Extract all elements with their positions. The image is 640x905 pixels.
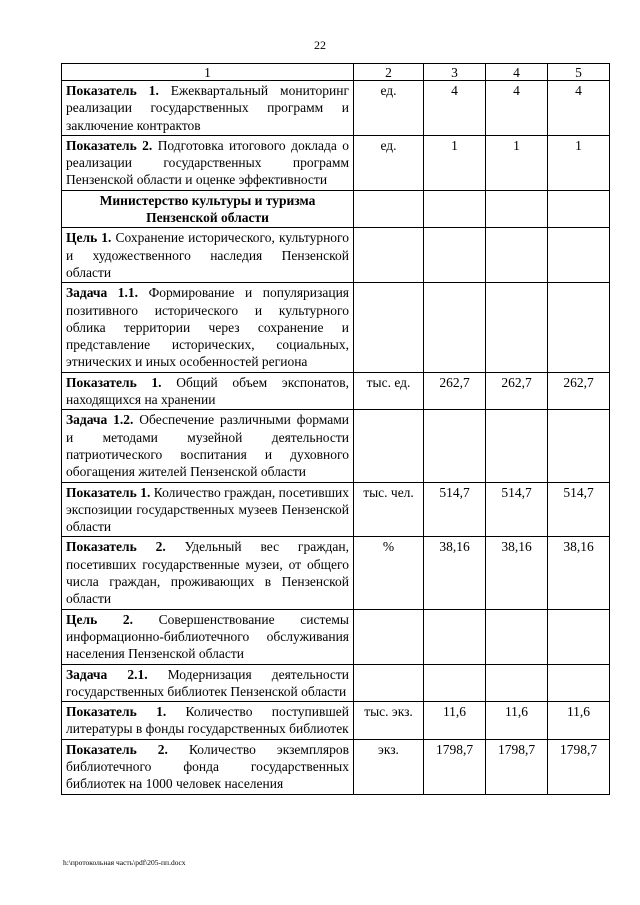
- value-cell: 262,7: [424, 372, 486, 410]
- table-row: [62, 664, 610, 702]
- value-cell: [548, 228, 610, 283]
- indicator-text: Количество граждан, посетивших экспозиции государственных музеев Пензенской области: [66, 484, 349, 535]
- value-cell: [486, 609, 548, 664]
- indicator-text: Модернизация деятельности государственных библиотек Пензенской области: [66, 666, 350, 699]
- indicator-label: Задача 2.1.: [66, 666, 148, 682]
- table-row: [62, 228, 610, 283]
- value-cell: 4: [424, 81, 486, 136]
- indicator-description: [62, 81, 354, 136]
- value-cell: [424, 609, 486, 664]
- indicator-description: [62, 228, 354, 283]
- value-cell: 4: [548, 81, 610, 136]
- ministry-heading: Министерство культуры и туризма Пензенской области: [62, 190, 354, 228]
- value-cell: [424, 664, 486, 702]
- indicator-text: Сохранение исторического, культурного и художественного наследия Пензенской области: [66, 230, 349, 280]
- value-cell: [486, 410, 548, 482]
- value-cell: 38,16: [486, 537, 548, 609]
- page-number: 22: [314, 38, 326, 52]
- value-cell: 1: [548, 135, 610, 190]
- value-cell: [424, 228, 486, 283]
- indicator-label: Показатель 1.: [66, 704, 167, 720]
- column-header: 3: [424, 64, 486, 81]
- file-path-footer: h:\протокольная часть\pdf\205-пп.docx: [63, 858, 186, 867]
- value-cell: 1798,7: [548, 739, 610, 794]
- indicator-label: Задача 1.1.: [66, 285, 139, 301]
- unit-cell: %: [354, 537, 424, 609]
- unit-cell: тыс. экз.: [354, 702, 424, 740]
- unit-cell: [354, 664, 424, 702]
- unit-cell: [354, 228, 424, 283]
- indicator-text: Подготовка итогового доклада о реализации государственных программ Пензенской области и оценке эффективности: [66, 137, 349, 188]
- unit-cell: [354, 609, 424, 664]
- indicator-label: Показатель 1.: [66, 374, 162, 390]
- value-cell: 1: [424, 135, 486, 190]
- value-cell: [548, 664, 610, 702]
- unit-cell: [354, 410, 424, 482]
- unit-cell: [354, 283, 424, 372]
- indicator-description: [62, 537, 354, 609]
- indicator-text: Удельный вес граждан, посетивших государственные музеи, от общего числа граждан, проживающих в Пензенской области: [66, 539, 349, 607]
- column-header: 1: [62, 64, 354, 81]
- empty-cell: [424, 190, 486, 228]
- indicator-text: Ежеквартальный мониторинг реализации государственных программ и заключение контрактов: [66, 83, 350, 133]
- indicator-text: Количество экземпляров библиотечного фонда государственных библиотек на 1000 человек населения: [66, 741, 349, 792]
- value-cell: [424, 410, 486, 482]
- unit-cell: тыс. ед.: [354, 372, 424, 410]
- value-cell: 262,7: [486, 372, 548, 410]
- indicator-description: [62, 664, 354, 702]
- empty-cell: [548, 190, 610, 228]
- indicator-label: Задача 1.2.: [66, 412, 134, 428]
- value-cell: 1798,7: [424, 739, 486, 794]
- table-row: [62, 372, 610, 410]
- column-header: 5: [548, 64, 610, 81]
- table-row: [62, 609, 610, 664]
- indicator-label: Показатель 2.: [66, 741, 168, 757]
- value-cell: 514,7: [486, 482, 548, 537]
- indicator-label: Показатель 1.: [66, 83, 159, 98]
- indicator-text: Общий объем экспонатов, находящихся на хранении: [66, 374, 349, 408]
- indicator-text: Совершенствование системы информационно-библиотечного обслуживания населения Пензенской области: [66, 611, 350, 662]
- value-cell: 11,6: [486, 702, 548, 740]
- value-cell: 11,6: [548, 702, 610, 740]
- indicator-description: [62, 135, 354, 190]
- table-header-row: [62, 64, 610, 81]
- table-row: [62, 410, 610, 482]
- value-cell: [548, 609, 610, 664]
- value-cell: [486, 664, 548, 702]
- value-cell: 514,7: [548, 482, 610, 537]
- column-header: 4: [486, 64, 548, 81]
- indicator-description: [62, 739, 354, 794]
- value-cell: [548, 283, 610, 372]
- indicators-table: [61, 63, 610, 795]
- empty-cell: [486, 190, 548, 228]
- value-cell: 262,7: [548, 372, 610, 410]
- value-cell: [548, 410, 610, 482]
- table-row: [62, 482, 610, 537]
- table-row: [62, 135, 610, 190]
- indicator-label: Показатель 2.: [66, 539, 166, 555]
- value-cell: 38,16: [548, 537, 610, 609]
- value-cell: 514,7: [424, 482, 486, 537]
- unit-cell: экз.: [354, 739, 424, 794]
- indicator-label: Показатель 2.: [66, 137, 153, 153]
- indicator-description: [62, 702, 354, 740]
- section-row: [62, 190, 610, 228]
- indicator-text: Обеспечение различными формами и методами музейной деятельности патриотического воспитания и духовного обогащения жителей Пензенской области: [66, 412, 350, 480]
- indicator-label: Цель 1.: [66, 230, 112, 246]
- value-cell: 4: [486, 81, 548, 136]
- indicator-text: Количество поступившей литературы в фонды государственных библиотек: [66, 704, 349, 737]
- table-row: [62, 537, 610, 609]
- value-cell: 1798,7: [486, 739, 548, 794]
- indicator-description: [62, 609, 354, 664]
- indicator-description: [62, 372, 354, 410]
- indicator-description: [62, 283, 354, 372]
- table-row: [62, 81, 610, 136]
- column-header: 2: [354, 64, 424, 81]
- indicator-text: Формирование и популяризация позитивного исторического и культурного облика территории через сохранение и представление исторических, социальных, этнических и иных особенностей региона: [66, 285, 349, 370]
- value-cell: [486, 228, 548, 283]
- indicator-description: [62, 410, 354, 482]
- value-cell: 1: [486, 135, 548, 190]
- unit-cell: ед.: [354, 81, 424, 136]
- indicator-description: [62, 482, 354, 537]
- value-cell: [486, 283, 548, 372]
- value-cell: 11,6: [424, 702, 486, 740]
- table-row: [62, 702, 610, 740]
- unit-cell: ед.: [354, 135, 424, 190]
- empty-cell: [354, 190, 424, 228]
- unit-cell: тыс. чел.: [354, 482, 424, 537]
- value-cell: 38,16: [424, 537, 486, 609]
- value-cell: [424, 283, 486, 372]
- indicator-label: Показатель 1.: [66, 484, 151, 500]
- indicator-label: Цель 2.: [66, 611, 133, 627]
- table-row: [62, 739, 610, 794]
- table-row: [62, 283, 610, 372]
